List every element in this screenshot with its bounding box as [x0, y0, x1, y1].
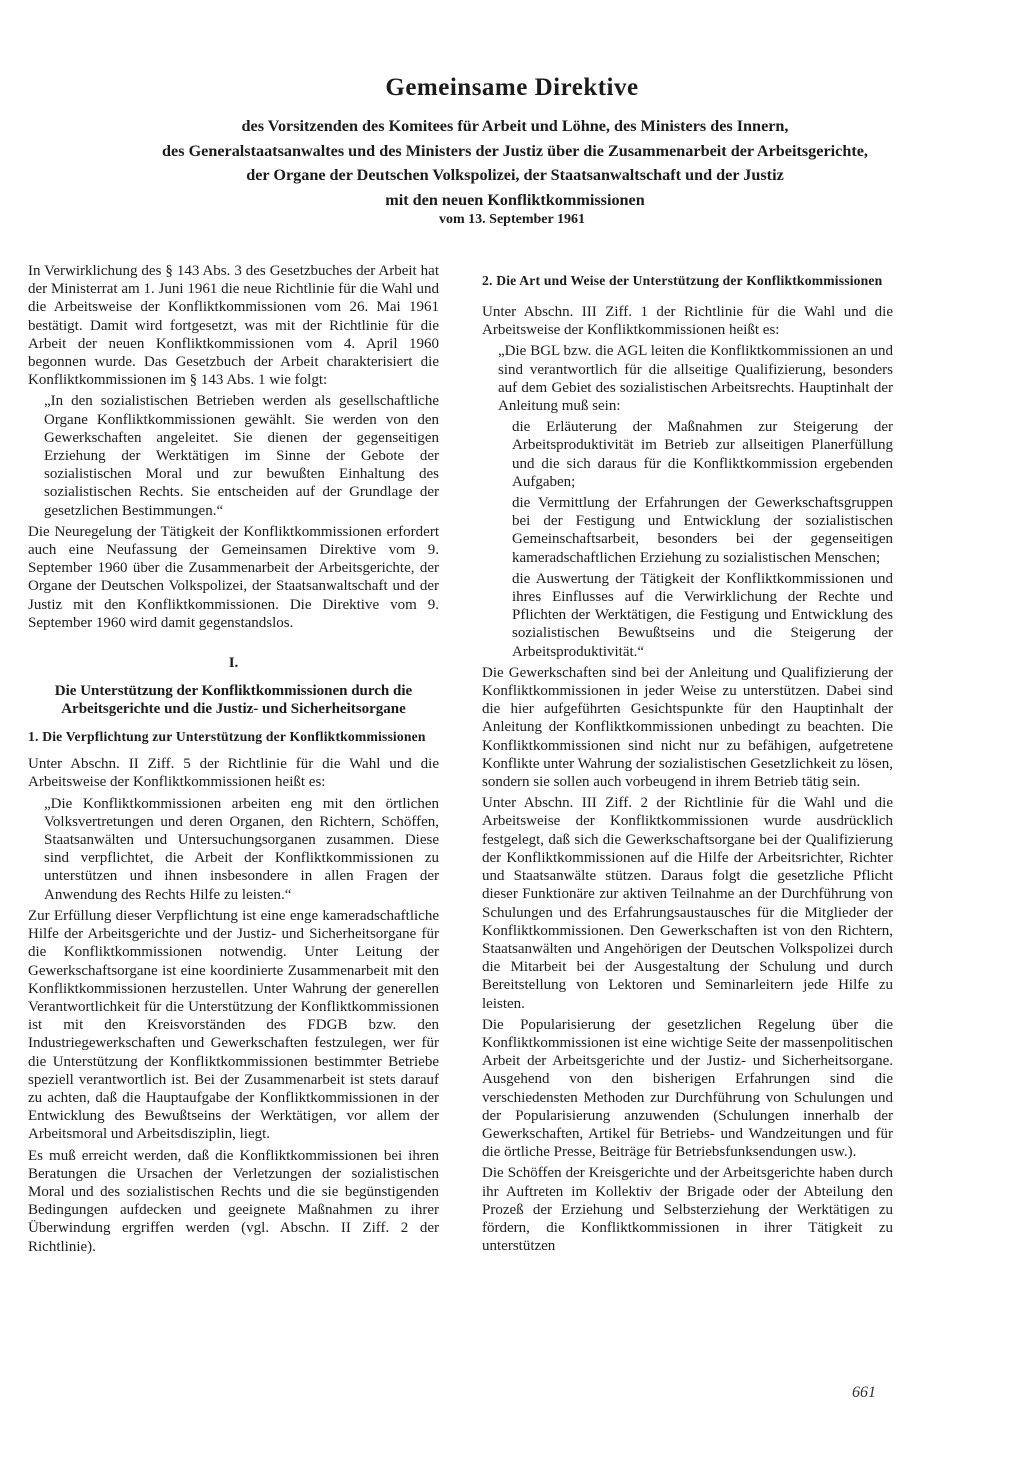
document-date: vom 13. September 1961: [439, 212, 585, 227]
subsection-heading: 2. Die Art und Weise der Unterstützung der Konfliktkommissionen: [482, 273, 883, 288]
list-item: die Auswertung der Tätigkeit der Konfliktkommissionen und ihres Einflusses auf die Verwirklichung der Rechte und Pflichten der Werktätigen, die Festigung und Entwicklung des sozialistischen Bewußtseins und die Steigerung der Arbeitsproduktivität.“: [512, 570, 893, 660]
quote-paragraph: „Die Konfliktkommissionen arbeiten eng mit den örtlichen Volksvertretungen und deren Organen, den Richtern, Schöffen, Staatsanwälten und Untersuchungsorganen zusammen. Diese sind verpflichtet, die Arbeit der Konfliktkommissionen zu unterstützen und ihnen insbesondere in allen Fragen der Anwendung des Rechts Hilfe zu leisten.“: [44, 795, 439, 903]
body-paragraph: Unter Abschn. III Ziff. 1 der Richtlinie für die Wahl und die Arbeitsweise der Konfliktkommissionen heißt es:: [482, 304, 893, 339]
list-item: die Vermittlung der Erfahrungen der Gewerkschaftsgruppen bei der Festigung und Entwicklung der sozialistischen Gemeinschaftsarbeit, besonders bei der gegenseitigen kameradschaftlichen Erziehung zu sozialistischen Menschen;: [512, 495, 893, 566]
page-number: 661: [852, 1384, 876, 1401]
document-title: Gemeinsame Direktive: [385, 74, 639, 101]
body-paragraph: Die Schöffen der Kreisgerichte und der Arbeitsgerichte haben durch ihr Auftreten im Kollektiv der Brigade oder der Abteilung den Prozeß der Erziehung und Selbsterziehung der Werktätigen zu fördern, die Konfliktkommissionen in ihrer Tätigkeit zu unterstützen: [482, 1165, 893, 1255]
subtitle-line: mit den neuen Konfliktkommissionen: [385, 190, 645, 209]
intro-paragraph: In Verwirklichung des § 143 Abs. 3 des Gesetzbuches der Arbeit hat der Ministerrat am 1. Juni 1961 die neue Richtlinie für die Wahl und die Arbeitsweise der Konfliktkommissionen vom 26. Mai 1961 bestätigt. Damit wird fortgesetzt, was mit der Richtlinie für die Arbeit der neuen Konfliktkommissionen vom 4. April 1960 begonnen wurde. Das Gesetzbuch der Arbeit charakterisiert die Konfliktkommissionen im § 143 Abs. 1 wie folgt:: [28, 263, 439, 389]
body-paragraph: Unter Abschn. II Ziff. 5 der Richtlinie für die Wahl und die Arbeitsweise der Konfliktkommissionen heißt es:: [28, 756, 439, 791]
body-paragraph: Die Neuregelung der Tätigkeit der Konfliktkommissionen erfordert auch eine Neufassung der Gemeinsamen Direktive vom 9. September 1960 über die Zusammenarbeit der Arbeitsgerichte, der Organe der Deutschen Volkspolizei, der Staatsanwaltschaft und der Justiz mit den Konfliktkommissionen. Die Direktive vom 9. September 1960 wird damit gegenstandslos.: [28, 523, 439, 631]
subtitle-line: der Organe der Deutschen Volkspolizei, der Staatsanwaltschaft und der Justiz: [246, 166, 784, 184]
body-paragraph: Die Popularisierung der gesetzlichen Regelung über die Konfliktkommissionen ist eine wichtige Seite der massenpolitischen Arbeit der Arbeitsgerichte und der Justiz- und Sicherheitsorgane. Ausgehend von den bisherigen Erfahrungen sind die verschiedensten Methoden zur Durchführung von Schulungen und der Popularisierung anzuwenden (Schulungen innerhalb der Gewerkschaften, Artikel für Betriebs- und Wandzeitungen und für die örtliche Presse, Beiträge für Betriebsfunksendungen usw.).: [482, 1016, 893, 1161]
quote-paragraph: „Die BGL bzw. die AGL leiten die Konfliktkommissionen an und sind verantwortlich für die allseitige Qualifizierung, besonders auf dem Gebiet des sozialistischen Arbeitsrechts. Hauptinhalt der Anleitung muß sein:: [498, 343, 893, 415]
body-paragraph: Die Gewerkschaften sind bei der Anleitung und Qualifizierung der Konfliktkommissionen in jeder Weise zu unterstützen. Dabei sind die hier aufgeführten Gesichtspunkte für den Hauptinhalt der Anleitung der Konfliktkommissionen unbedingt zu beachten. Die Konfliktkommissionen sind nicht nur zu befähigen, aufgetretene Konflikte unter Wahrung der sozialistischen Gesetzlichkeit zu lösen, sondern sie sollen auch vorbeugend in ihrem Betrieb tätig sein.: [482, 664, 893, 791]
section-heading: Die Unterstützung der Konfliktkommissionen durch die Arbeitsgerichte und die Justiz- und Sicherheitsorgane: [54, 683, 413, 718]
quote-paragraph: „In den sozialistischen Betrieben werden als gesellschaftliche Organe Konfliktkommissionen gewählt. Sie werden von den Gewerkschaften angeleitet. Sie dienen der gegenseitigen Erziehung der Werktätigen im Sinne der Gebote der sozialistischen Moral und zur bewußten Einhaltung des sozialistischen Rechts. Sie entscheiden auf der Grundlage der gesetzlichen Bestimmungen.“: [44, 393, 439, 519]
body-paragraph: Es muß erreicht werden, daß die Konfliktkommissionen bei ihren Beratungen die Ursachen der Verletzungen der sozialistischen Moral und des sozialistischen Rechts und die sie begünstigenden Bedingungen aufdecken und geeignete Maßnahmen zu ihrer Überwindung ergriffen werden (vgl. Abschn. II Ziff. 2 der Richtlinie).: [28, 1147, 439, 1255]
subtitle-line: des Generalstaatsanwaltes und des Ministers der Justiz über die Zusammenarbeit der Arbeitsgerichte,: [162, 141, 868, 160]
left-column: [28, 262, 439, 1259]
list-item: die Erläuterung der Maßnahmen zur Steigerung der Arbeitsproduktivität im Betrieb zur allseitigen Planerfüllung und die sich daraus für die Konfliktkommission ergebenden Aufgaben;: [512, 419, 893, 490]
right-column: [482, 272, 893, 1258]
document-subtitle: [120, 114, 910, 212]
section-number: I.: [228, 655, 239, 672]
body-paragraph: Unter Abschn. III Ziff. 2 der Richtlinie für die Wahl und die Arbeitsweise der Konfliktkommissionen wurde ausdrücklich festgelegt, daß sich die Gewerkschaftsorgane bei der Qualifizierung der Konfliktkommissionen auf die Hilfe der Arbeitsrichter, Richter und Staatsanwälte stützen. Daraus folgt die gesetzliche Pflicht dieser Funktionäre zur aktiven Teilnahme an der Durchführung von Schulungen und des Erfahrungsaustausches für die Mitglieder der Konfliktkommissionen. Den Gewerkschaften ist von den Richtern, Staatsanwälten und Angehörigen der Deutschen Volkspolizei durch die Mitarbeit bei der Ausgestaltung der Schulung und durch Bereitstellung von Lektoren und Seminarleitern jede Hilfe zu leisten.: [482, 795, 893, 1012]
subtitle-line: des Vorsitzenden des Komitees für Arbeit und Löhne, des Ministers des Innern,: [241, 117, 789, 135]
body-paragraph: Zur Erfüllung dieser Verpflichtung ist eine enge kameradschaftliche Hilfe der Arbeitsgerichte und der Justiz- und Sicherheitsorgane für die Konfliktkommissionen notwendig. Unter Leitung der Gewerkschaftsorgane ist eine koordinierte Zusammenarbeit mit den Konfliktkommissionen herzustellen. Unter Wahrung der generellen Verantwortlichkeit für die Unterstützung der Konfliktkommissionen ist mit den Kreisvorständen des FDGB bzw. den Industriegewerkschaften und Gewerkschaften festzulegen, wer für die Unterstützung der Konfliktkommissionen bestimmter Betriebe speziell verantwortlich ist. Bei der Zusammenarbeit ist stets darauf zu achten, daß die Hauptaufgabe der Konfliktkommissionen in der Entwicklung des Bewußtseins der Werktätigen, vor allem der Arbeitsmoral und Arbeitsdisziplin, liegt.: [28, 907, 439, 1143]
subsection-heading: 1. Die Verpflichtung zur Unterstützung der Konfliktkommissionen: [28, 729, 426, 745]
